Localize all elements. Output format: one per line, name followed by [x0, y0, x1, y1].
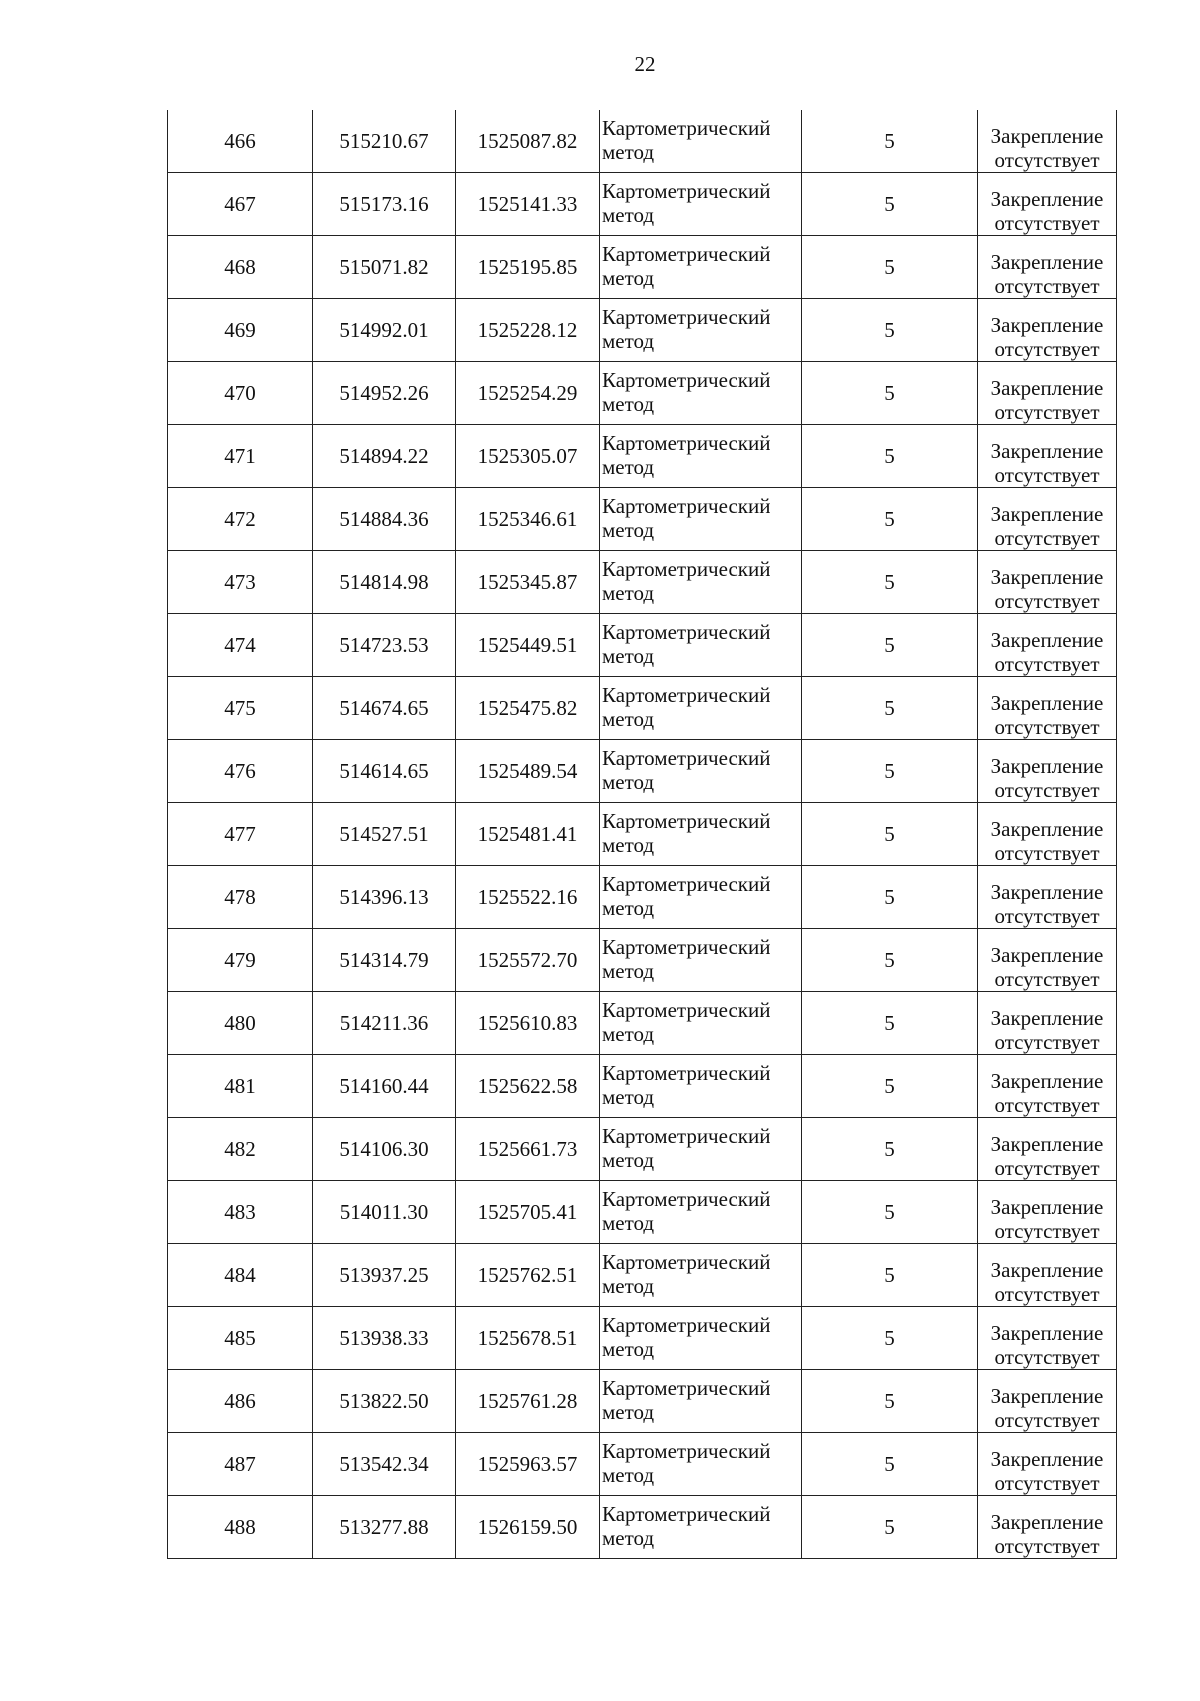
y-coordinate-cell: 1525522.16 — [456, 866, 600, 929]
table-row — [168, 803, 1117, 866]
method-line: Картометрический — [602, 305, 771, 329]
method-line: Картометрический — [602, 620, 771, 644]
fixation-line: отсутствует — [994, 148, 1100, 172]
fixation-line: Закрепление — [990, 943, 1104, 967]
method-cell — [600, 992, 802, 1055]
y-coordinate-cell: 1525622.58 — [456, 1055, 600, 1118]
x-coordinate-cell: 514527.51 — [313, 803, 456, 866]
accuracy-cell: 5 — [802, 677, 978, 740]
method-cell — [600, 740, 802, 803]
fixation-line: Закрепление — [990, 1384, 1104, 1408]
method-cell — [600, 803, 802, 866]
x-coordinate-cell: 514674.65 — [313, 677, 456, 740]
x-coordinate-cell: 513277.88 — [313, 1496, 456, 1559]
method-line: Картометрический — [602, 746, 771, 770]
fixation-line: Закрепление — [990, 187, 1104, 211]
y-coordinate-cell: 1525610.83 — [456, 992, 600, 1055]
method-line: метод — [602, 140, 655, 164]
x-coordinate-cell: 514314.79 — [313, 929, 456, 992]
y-coordinate-cell: 1525346.61 — [456, 488, 600, 551]
fixation-cell — [978, 929, 1117, 992]
fixation-cell — [978, 992, 1117, 1055]
accuracy-cell: 5 — [802, 236, 978, 299]
x-coordinate-cell: 513822.50 — [313, 1370, 456, 1433]
table-row — [168, 677, 1117, 740]
accuracy-cell: 5 — [802, 992, 978, 1055]
method-line: метод — [602, 1022, 655, 1046]
method-line: Картометрический — [602, 494, 771, 518]
x-coordinate-cell: 514011.30 — [313, 1181, 456, 1244]
method-line: Картометрический — [602, 1376, 771, 1400]
fixation-line: отсутствует — [994, 274, 1100, 298]
x-coordinate-cell: 515173.16 — [313, 173, 456, 236]
method-line: Картометрический — [602, 1124, 771, 1148]
fixation-line: Закрепление — [990, 1510, 1104, 1534]
method-cell — [600, 677, 802, 740]
fixation-cell — [978, 1055, 1117, 1118]
method-line: метод — [602, 203, 655, 227]
x-coordinate-cell: 514952.26 — [313, 362, 456, 425]
table-row — [168, 992, 1117, 1055]
fixation-line: Закрепление — [990, 628, 1104, 652]
accuracy-cell: 5 — [802, 740, 978, 803]
fixation-line: Закрепление — [990, 1069, 1104, 1093]
method-cell — [600, 1055, 802, 1118]
fixation-line: Закрепление — [990, 124, 1104, 148]
method-cell — [600, 362, 802, 425]
method-cell — [600, 299, 802, 362]
y-coordinate-cell: 1525678.51 — [456, 1307, 600, 1370]
point-number-cell: 469 — [168, 299, 313, 362]
method-line: метод — [602, 770, 655, 794]
method-line: Картометрический — [602, 1313, 771, 1337]
accuracy-cell: 5 — [802, 1370, 978, 1433]
method-line: Картометрический — [602, 683, 771, 707]
table-row — [168, 1181, 1117, 1244]
method-cell — [600, 1307, 802, 1370]
fixation-line: отсутствует — [994, 1282, 1100, 1306]
y-coordinate-cell: 1525705.41 — [456, 1181, 600, 1244]
fixation-cell — [978, 488, 1117, 551]
point-number-cell: 487 — [168, 1433, 313, 1496]
table-row — [168, 425, 1117, 488]
table-row — [168, 929, 1117, 992]
method-line: Картометрический — [602, 1439, 771, 1463]
table-row — [168, 488, 1117, 551]
y-coordinate-cell: 1525345.87 — [456, 551, 600, 614]
fixation-line: отсутствует — [994, 904, 1100, 928]
accuracy-cell: 5 — [802, 425, 978, 488]
fixation-line: Закрепление — [990, 502, 1104, 526]
method-line: Картометрический — [602, 935, 771, 959]
fixation-line: отсутствует — [994, 400, 1100, 424]
method-line: метод — [602, 959, 655, 983]
x-coordinate-cell: 515071.82 — [313, 236, 456, 299]
fixation-line: отсутствует — [994, 1471, 1100, 1495]
point-number-cell: 470 — [168, 362, 313, 425]
fixation-cell — [978, 236, 1117, 299]
y-coordinate-cell: 1525228.12 — [456, 299, 600, 362]
accuracy-cell: 5 — [802, 362, 978, 425]
y-coordinate-cell: 1525195.85 — [456, 236, 600, 299]
method-line: метод — [602, 1148, 655, 1172]
fixation-line: отсутствует — [994, 211, 1100, 235]
fixation-line: отсутствует — [994, 652, 1100, 676]
accuracy-cell: 5 — [802, 551, 978, 614]
method-line: Картометрический — [602, 998, 771, 1022]
method-line: Картометрический — [602, 368, 771, 392]
fixation-cell — [978, 1118, 1117, 1181]
fixation-line: Закрепление — [990, 880, 1104, 904]
accuracy-cell: 5 — [802, 173, 978, 236]
y-coordinate-cell: 1525305.07 — [456, 425, 600, 488]
x-coordinate-cell: 513542.34 — [313, 1433, 456, 1496]
method-cell — [600, 614, 802, 677]
method-line: метод — [602, 1337, 655, 1361]
table-row — [168, 740, 1117, 803]
fixation-line: Закрепление — [990, 313, 1104, 337]
table-row — [168, 1496, 1117, 1559]
accuracy-cell: 5 — [802, 929, 978, 992]
point-number-cell: 478 — [168, 866, 313, 929]
accuracy-cell: 5 — [802, 299, 978, 362]
fixation-line: отсутствует — [994, 778, 1100, 802]
y-coordinate-cell: 1525489.54 — [456, 740, 600, 803]
method-line: метод — [602, 896, 655, 920]
table-row — [168, 1370, 1117, 1433]
point-number-cell: 474 — [168, 614, 313, 677]
fixation-line: отсутствует — [994, 1156, 1100, 1180]
accuracy-cell: 5 — [802, 614, 978, 677]
y-coordinate-cell: 1525661.73 — [456, 1118, 600, 1181]
table-row — [168, 1307, 1117, 1370]
point-number-cell: 466 — [168, 110, 313, 173]
point-number-cell: 467 — [168, 173, 313, 236]
accuracy-cell: 5 — [802, 1118, 978, 1181]
fixation-line: Закрепление — [990, 691, 1104, 715]
y-coordinate-cell: 1525449.51 — [456, 614, 600, 677]
point-number-cell: 473 — [168, 551, 313, 614]
fixation-line: Закрепление — [990, 1195, 1104, 1219]
point-number-cell: 484 — [168, 1244, 313, 1307]
table-body — [168, 110, 1117, 1559]
table-row — [168, 173, 1117, 236]
y-coordinate-cell: 1525254.29 — [456, 362, 600, 425]
table-row — [168, 1118, 1117, 1181]
method-line: Картометрический — [602, 557, 771, 581]
y-coordinate-cell: 1526159.50 — [456, 1496, 600, 1559]
fixation-line: отсутствует — [994, 526, 1100, 550]
point-number-cell: 475 — [168, 677, 313, 740]
accuracy-cell: 5 — [802, 1055, 978, 1118]
method-line: метод — [602, 329, 655, 353]
fixation-line: Закрепление — [990, 376, 1104, 400]
fixation-cell — [978, 866, 1117, 929]
table-row — [168, 614, 1117, 677]
accuracy-cell: 5 — [802, 1244, 978, 1307]
method-cell — [600, 866, 802, 929]
accuracy-cell: 5 — [802, 1433, 978, 1496]
fixation-cell — [978, 1370, 1117, 1433]
table-row — [168, 362, 1117, 425]
method-line: Картометрический — [602, 1061, 771, 1085]
accuracy-cell: 5 — [802, 803, 978, 866]
fixation-cell — [978, 740, 1117, 803]
fixation-cell — [978, 1244, 1117, 1307]
method-cell — [600, 236, 802, 299]
fixation-line: Закрепление — [990, 1447, 1104, 1471]
point-number-cell: 482 — [168, 1118, 313, 1181]
fixation-line: отсутствует — [994, 1534, 1100, 1558]
table-row — [168, 110, 1117, 173]
x-coordinate-cell: 514614.65 — [313, 740, 456, 803]
point-number-cell: 471 — [168, 425, 313, 488]
method-line: метод — [602, 1463, 655, 1487]
point-number-cell: 468 — [168, 236, 313, 299]
x-coordinate-cell: 513938.33 — [313, 1307, 456, 1370]
method-line: Картометрический — [602, 1502, 771, 1526]
x-coordinate-cell: 514211.36 — [313, 992, 456, 1055]
method-line: метод — [602, 455, 655, 479]
accuracy-cell: 5 — [802, 110, 978, 173]
method-cell — [600, 1244, 802, 1307]
x-coordinate-cell: 514396.13 — [313, 866, 456, 929]
fixation-line: отсутствует — [994, 1408, 1100, 1432]
fixation-line: Закрепление — [990, 754, 1104, 778]
method-cell — [600, 110, 802, 173]
method-line: Картометрический — [602, 431, 771, 455]
fixation-cell — [978, 614, 1117, 677]
y-coordinate-cell: 1525761.28 — [456, 1370, 600, 1433]
point-number-cell: 479 — [168, 929, 313, 992]
fixation-cell — [978, 677, 1117, 740]
y-coordinate-cell: 1525141.33 — [456, 173, 600, 236]
point-number-cell: 481 — [168, 1055, 313, 1118]
fixation-line: Закрепление — [990, 1258, 1104, 1282]
fixation-line: Закрепление — [990, 1006, 1104, 1030]
method-cell — [600, 1118, 802, 1181]
method-cell — [600, 1496, 802, 1559]
x-coordinate-cell: 514992.01 — [313, 299, 456, 362]
method-line: метод — [602, 581, 655, 605]
fixation-cell — [978, 173, 1117, 236]
table-row — [168, 1433, 1117, 1496]
fixation-line: Закрепление — [990, 439, 1104, 463]
table-row — [168, 1244, 1117, 1307]
table-row — [168, 1055, 1117, 1118]
method-line: Картометрический — [602, 872, 771, 896]
method-line: метод — [602, 1526, 655, 1550]
x-coordinate-cell: 514884.36 — [313, 488, 456, 551]
method-line: Картометрический — [602, 1250, 771, 1274]
fixation-cell — [978, 1307, 1117, 1370]
method-line: метод — [602, 833, 655, 857]
fixation-cell — [978, 1181, 1117, 1244]
accuracy-cell: 5 — [802, 1496, 978, 1559]
table-row — [168, 866, 1117, 929]
x-coordinate-cell: 514723.53 — [313, 614, 456, 677]
method-cell — [600, 1181, 802, 1244]
table-row — [168, 299, 1117, 362]
fixation-line: Закрепление — [990, 1132, 1104, 1156]
point-number-cell: 486 — [168, 1370, 313, 1433]
fixation-cell — [978, 299, 1117, 362]
fixation-line: отсутствует — [994, 337, 1100, 361]
point-number-cell: 472 — [168, 488, 313, 551]
fixation-line: Закрепление — [990, 565, 1104, 589]
method-line: Картометрический — [602, 116, 771, 140]
fixation-line: отсутствует — [994, 1030, 1100, 1054]
fixation-cell — [978, 1433, 1117, 1496]
fixation-line: отсутствует — [994, 1219, 1100, 1243]
method-line: Картометрический — [602, 179, 771, 203]
y-coordinate-cell: 1525475.82 — [456, 677, 600, 740]
method-line: метод — [602, 518, 655, 542]
method-cell — [600, 488, 802, 551]
page-number: 22 — [634, 52, 656, 76]
accuracy-cell: 5 — [802, 1307, 978, 1370]
fixation-line: Закрепление — [990, 250, 1104, 274]
point-number-cell: 488 — [168, 1496, 313, 1559]
fixation-line: отсутствует — [994, 1345, 1100, 1369]
point-number-cell: 483 — [168, 1181, 313, 1244]
x-coordinate-cell: 514814.98 — [313, 551, 456, 614]
fixation-line: отсутствует — [994, 967, 1100, 991]
method-line: метод — [602, 1274, 655, 1298]
fixation-cell — [978, 803, 1117, 866]
y-coordinate-cell: 1525572.70 — [456, 929, 600, 992]
fixation-line: отсутствует — [994, 463, 1100, 487]
fixation-line: Закрепление — [990, 817, 1104, 841]
method-line: Картометрический — [602, 1187, 771, 1211]
fixation-line: отсутствует — [994, 1093, 1100, 1117]
method-line: метод — [602, 392, 655, 416]
point-number-cell: 476 — [168, 740, 313, 803]
fixation-line: отсутствует — [994, 841, 1100, 865]
method-line: метод — [602, 1400, 655, 1424]
coordinates-table — [167, 110, 1117, 1559]
method-line: метод — [602, 1085, 655, 1109]
method-cell — [600, 425, 802, 488]
method-cell — [600, 173, 802, 236]
accuracy-cell: 5 — [802, 866, 978, 929]
fixation-cell — [978, 1496, 1117, 1559]
y-coordinate-cell: 1525762.51 — [456, 1244, 600, 1307]
table-row — [168, 236, 1117, 299]
method-line: Картометрический — [602, 809, 771, 833]
accuracy-cell: 5 — [802, 1181, 978, 1244]
method-line: метод — [602, 1211, 655, 1235]
x-coordinate-cell: 515210.67 — [313, 110, 456, 173]
y-coordinate-cell: 1525481.41 — [456, 803, 600, 866]
fixation-cell — [978, 425, 1117, 488]
method-line: метод — [602, 707, 655, 731]
point-number-cell: 480 — [168, 992, 313, 1055]
table-row — [168, 551, 1117, 614]
point-number-cell: 477 — [168, 803, 313, 866]
x-coordinate-cell: 514160.44 — [313, 1055, 456, 1118]
accuracy-cell: 5 — [802, 488, 978, 551]
fixation-line: Закрепление — [990, 1321, 1104, 1345]
fixation-cell — [978, 551, 1117, 614]
method-cell — [600, 1433, 802, 1496]
method-cell — [600, 551, 802, 614]
point-number-cell: 485 — [168, 1307, 313, 1370]
method-line: метод — [602, 644, 655, 668]
y-coordinate-cell: 1525087.82 — [456, 110, 600, 173]
method-line: метод — [602, 266, 655, 290]
fixation-line: отсутствует — [994, 715, 1100, 739]
fixation-line: отсутствует — [994, 589, 1100, 613]
method-line: Картометрический — [602, 242, 771, 266]
y-coordinate-cell: 1525963.57 — [456, 1433, 600, 1496]
fixation-cell — [978, 110, 1117, 173]
x-coordinate-cell: 513937.25 — [313, 1244, 456, 1307]
x-coordinate-cell: 514106.30 — [313, 1118, 456, 1181]
x-coordinate-cell: 514894.22 — [313, 425, 456, 488]
method-cell — [600, 1370, 802, 1433]
method-cell — [600, 929, 802, 992]
fixation-cell — [978, 362, 1117, 425]
